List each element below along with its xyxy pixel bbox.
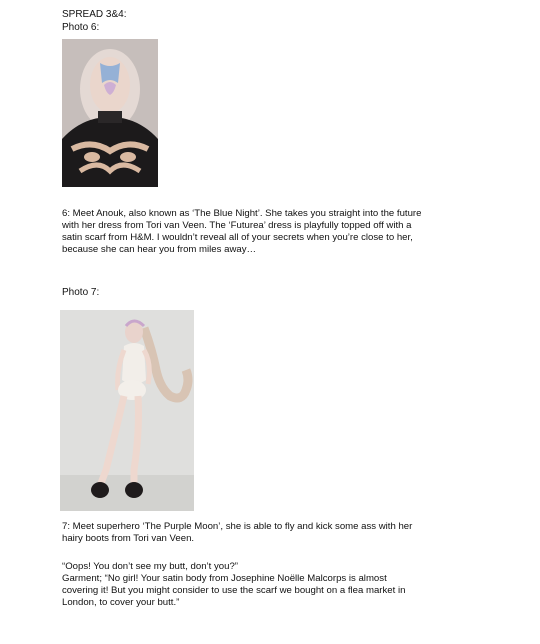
dialogue-line: Garment; “No girl! Your satin body from Josephine Noëlle Malcorps is almost — [62, 573, 387, 584]
photo-7-image — [60, 310, 194, 511]
photo-6-caption — [62, 208, 421, 256]
dialogue-block — [62, 561, 405, 609]
photo-7-label: Photo 7: — [62, 287, 100, 298]
caption-line: 7: Meet superhero ‘The Purple Moon’, she is able to fly and kick some ass with her — [62, 521, 413, 532]
dialogue-line: covering it! But you might consider to use the scarf we bought on a flea market in — [62, 585, 406, 596]
caption-line: with her dress from Tori van Veen. The ‘Futurea’ dress is playfully topped off with a — [62, 220, 412, 231]
photo-7-caption — [62, 521, 412, 545]
caption-line: because she can hear you from miles away… — [62, 244, 257, 255]
caption-line: satin scarf from H&M. I wouldn’t reveal all of your secrets when you’re close to her, — [62, 232, 413, 243]
photo-6-label: Photo 6: — [62, 22, 100, 33]
photo-6-image — [62, 39, 158, 187]
dialogue-line: “Oops! You don’t see my butt, don’t you?” — [62, 561, 238, 572]
caption-line: 6: Meet Anouk, also known as ‘The Blue Night’. She takes you straight into the future — [62, 208, 422, 219]
dialogue-line: London, to cover your butt.” — [62, 597, 180, 608]
caption-line: hairy boots from Tori van Veen. — [62, 533, 195, 544]
spread-heading: SPREAD 3&4: — [62, 9, 127, 20]
